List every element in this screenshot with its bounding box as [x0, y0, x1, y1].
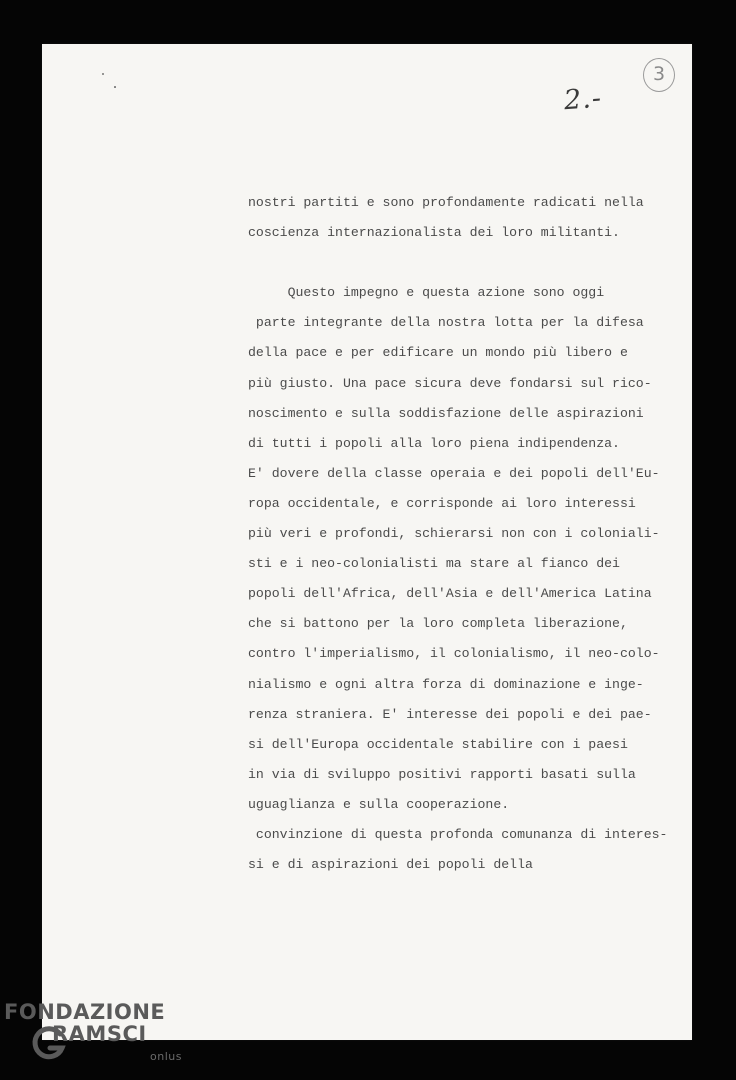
- text-line: E' dovere della classe operaia e dei popoli dell'Eu-: [248, 465, 660, 481]
- text-line: popoli dell'Africa, dell'Asia e dell'America Latina: [248, 586, 652, 602]
- text-line: della pace e per edificare un mondo più libero e: [248, 345, 628, 361]
- text-line: si e di aspirazioni dei popoli della: [248, 857, 533, 873]
- text-line: in via di sviluppo positivi rapporti basati sulla: [248, 766, 636, 782]
- paragraph-gap: [248, 248, 667, 278]
- paper-speck: [114, 86, 116, 88]
- text-line: renza straniera. E' interesse dei popoli e dei pae-: [248, 706, 652, 722]
- text-line: noscimento e sulla soddisfazione delle aspirazioni: [248, 405, 644, 421]
- text-line: uguaglianza e sulla cooperazione.: [248, 796, 510, 812]
- text-line: nostri partiti e sono profondamente radicati nella: [248, 195, 644, 210]
- watermark-line-2: RAMSCI: [52, 1022, 147, 1046]
- text-line: contro l'imperialismo, il colonialismo, il neo-colo-: [248, 646, 660, 662]
- text-line: più veri e profondi, schierarsi non con i coloniali-: [248, 526, 660, 542]
- text-line: nialismo e ogni altra forza di dominazione e inge-: [248, 676, 644, 692]
- text-line: di tutti i popoli alla loro piena indipendenza.: [248, 435, 620, 451]
- text-line: Questo impegno e questa azione sono oggi: [248, 285, 605, 301]
- text-line: più giusto. Una pace sicura deve fondarsi sul rico-: [248, 375, 652, 391]
- folio-number-stamp: 3: [643, 58, 675, 92]
- text-line: parte integrante della nostra lotta per la difesa: [248, 315, 644, 331]
- watermark-line-1: FONDAZIONE: [4, 1000, 166, 1024]
- document-page: [42, 44, 692, 1040]
- text-line: coscienza internazionalista dei loro militanti.: [248, 225, 620, 241]
- fondazione-gramsci-logo: [4, 998, 204, 1078]
- paper-speck: [102, 73, 104, 75]
- text-line: sti e i neo-colonialisti ma stare al fianco dei: [248, 556, 620, 572]
- watermark-line-3: onlus: [150, 1050, 182, 1063]
- handwritten-page-number: 2.-: [562, 82, 603, 117]
- text-line: ropa occidentale, e corrisponde ai loro interessi: [248, 495, 636, 511]
- typewritten-text-body: [248, 188, 667, 880]
- text-line: si dell'Europa occidentale stabilire con i paesi: [248, 736, 628, 752]
- text-line: convinzione di questa profonda comunanza di interes-: [248, 826, 668, 842]
- text-line: che si battono per la loro completa liberazione,: [248, 616, 628, 632]
